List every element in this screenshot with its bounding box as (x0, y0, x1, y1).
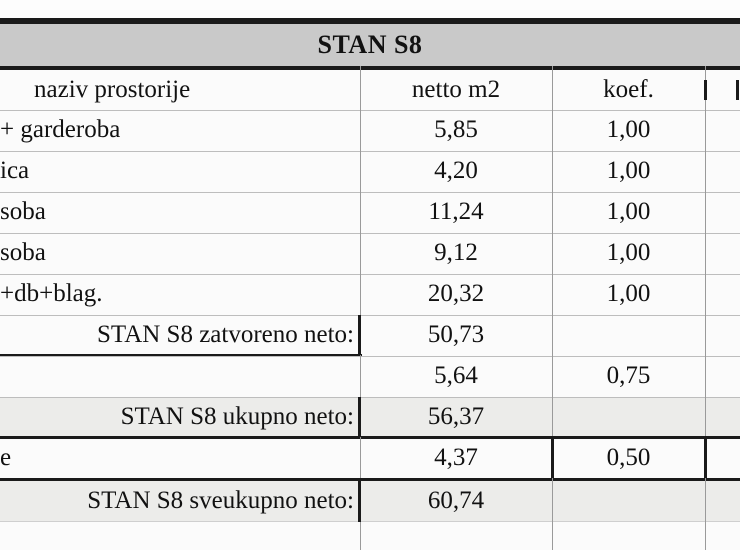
table-row (0, 356, 740, 396)
room-netto: 4,20 (434, 157, 478, 184)
room-netto: 5,64 (434, 362, 478, 389)
header-koef: koef. (603, 76, 654, 103)
column-divider-heavy (358, 397, 361, 437)
room-netto: 9,12 (434, 239, 478, 266)
grid-line (0, 397, 740, 398)
grid-line (0, 274, 740, 275)
grid-line (0, 110, 740, 111)
table-title-row (0, 24, 740, 70)
room-netto: 11,24 (428, 198, 484, 225)
room-koef: 0,50 (606, 444, 651, 471)
grid-line (0, 356, 740, 357)
subtotal-total-row (0, 397, 740, 437)
table-row (0, 438, 740, 478)
column-divider-heavy (551, 436, 554, 478)
room-netto: 4,37 (434, 444, 478, 471)
header-row (0, 70, 740, 110)
room-name: ica (0, 157, 30, 184)
room-koef: 1,00 (606, 157, 651, 184)
table-row (0, 110, 740, 150)
column-divider-heavy (704, 80, 707, 100)
subtotal-closed-label: STAN S8 zatvoreno neto: (97, 321, 354, 348)
grand-total-label: STAN S8 sveukupno neto: (87, 487, 354, 514)
room-koef: 1,00 (606, 239, 651, 266)
room-name: + garderoba (0, 116, 121, 143)
table-row (0, 274, 740, 314)
column-divider-heavy (704, 436, 707, 478)
table-row (0, 233, 740, 273)
table-title: STAN S8 (317, 30, 423, 59)
room-name: soba (0, 239, 46, 266)
table-row (0, 192, 740, 232)
column-divider-heavy (358, 478, 361, 522)
room-koef: 1,00 (606, 280, 651, 307)
table-row (0, 151, 740, 191)
grid-line (0, 192, 740, 193)
room-netto: 20,32 (427, 280, 485, 307)
room-koef: 1,00 (606, 116, 651, 143)
grid-line (0, 315, 740, 316)
header-netto: netto m2 (411, 76, 501, 103)
room-name: +db+blag. (0, 280, 103, 307)
room-koef: 1,00 (606, 198, 651, 225)
subtotal-closed-value: 50,73 (427, 321, 485, 348)
room-name: e (0, 444, 12, 471)
sheet-top-margin (0, 0, 740, 18)
grand-total-row (0, 481, 740, 521)
subtotal-total-label: STAN S8 ukupno neto: (120, 403, 354, 430)
subtotal-total-value: 56,37 (427, 403, 485, 430)
room-netto: 5,85 (434, 116, 478, 143)
grid-line (0, 521, 740, 522)
grid-line (0, 233, 740, 234)
column-divider-heavy (736, 80, 739, 100)
room-name: soba (0, 198, 46, 225)
room-name (0, 356, 360, 396)
room-koef: 0,75 (606, 362, 651, 389)
column-divider-heavy (358, 315, 361, 355)
subtotal-closed-row (0, 315, 740, 355)
grid-line (0, 151, 740, 152)
grid-line-heavy (0, 478, 740, 481)
grand-total-value: 60,74 (427, 487, 485, 514)
header-name: naziv prostorije (34, 76, 191, 103)
grid-line-heavy (0, 436, 740, 439)
